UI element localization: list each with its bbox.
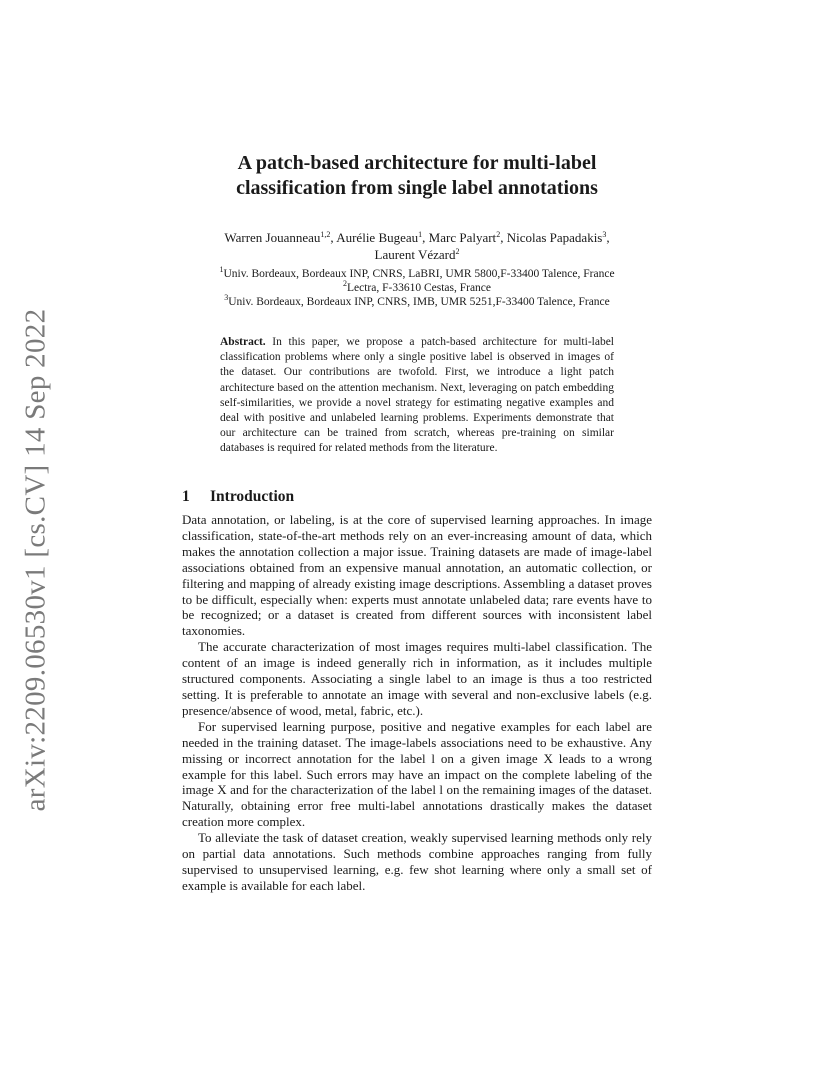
affiliation-text: Lectra, F-33610 Cestas, France	[346, 282, 492, 294]
affiliation-item	[182, 281, 652, 295]
abstract-label: Abstract.	[220, 336, 266, 348]
affiliation-mark: 2	[342, 279, 347, 288]
section-number: 1	[182, 488, 190, 505]
author-name: Warren Jouanneau	[224, 230, 321, 245]
author-separator: ,	[606, 230, 610, 245]
author-name: Laurent Vézard	[374, 247, 456, 262]
title-line-1: A patch-based architecture for multi-label	[237, 152, 597, 174]
paper-title	[182, 151, 652, 201]
author-separator: ,	[422, 230, 429, 245]
section-heading	[182, 487, 652, 507]
body-text	[182, 512, 652, 894]
author-list	[182, 229, 652, 263]
author-affil-mark: 2	[455, 247, 460, 256]
author-name: Nicolas Papadakis	[506, 230, 603, 245]
affiliation-item	[182, 295, 652, 309]
section-title: Introduction	[210, 488, 295, 505]
author-affil-mark: 1,2	[320, 230, 331, 239]
arxiv-id-text: arXiv:2209.06530v1 [cs.CV] 14 Sep 2022	[19, 308, 52, 812]
author-separator: ,	[330, 230, 337, 245]
abstract	[220, 335, 614, 457]
affiliation-text: Univ. Bordeaux, Bordeaux INP, CNRS, IMB, UMR 5251,F-33400 Talence, France	[228, 296, 610, 308]
author-name: Aurélie Bugeau	[336, 230, 419, 245]
author-affil-mark: 3	[602, 230, 607, 239]
affiliation-item	[182, 267, 652, 281]
affiliation-mark: 1	[219, 265, 224, 274]
author-name: Marc Palyart	[428, 230, 497, 245]
affiliation-mark: 3	[224, 293, 229, 302]
affiliation-text: Univ. Bordeaux, Bordeaux INP, CNRS, LaBRI, UMR 5800,F-33400 Talence, France	[223, 268, 615, 280]
abstract-text: In this paper, we propose a patch-based architecture for multi-label classification problems where only a single positive label is observed in images of the dataset. Our contributions are twofold. First, we introduce a light patch architecture based on the attention mechanism. Next, leveraging on patch embedding self-similarities, we provide a novel strategy for estimating negative examples and deal with positive and unlabeled learning problems. Experiments demonstrate that our architecture can be trained from scratch, whereas pre-training on similar databases is required for related methods from the literature.	[220, 336, 615, 455]
title-line-2: classification from single label annotations	[236, 177, 598, 199]
paragraph: The accurate characterization of most images requires multi-label classification. The content of an image is indeed generally rich in information, as it includes multiple structured components. Associating a single label to an image is thus a too restricted setting. It is preferable to annotate an image with several and non-exclusive labels (e.g. presence/absence of wood, metal, fabric, etc.).	[182, 639, 652, 718]
author-separator: ,	[500, 230, 507, 245]
paragraph: Data annotation, or labeling, is at the core of supervised learning approaches. In image classification, state-of-the-art methods rely on an ever-increasing amount of data, which makes the annotation collection a major issue. Training datasets are made of image-label associations obtained from an expensive manual annotation, an automatic collection, or filtering and mapping of already existing image descriptions. Assembling a dataset proves to be difficult, especially when: experts must annotate unlabeled data; rare events have to be recognized; or a dataset is created from different sources with inconsistent label taxonomies.	[182, 512, 652, 639]
paragraph: To alleviate the task of dataset creation, weakly supervised learning methods only rely on partial data annotations. Such methods combine approaches ranging from fully supervised to unsupervised learning, e.g. few shot learning where only a small set of example is available for each label.	[182, 830, 652, 893]
paragraph: For supervised learning purpose, positive and negative examples for each label are needed in the training dataset. The image-labels associations need to be exhaustive. Any missing or incorrect annotation for the label l on a given image X leads to a wrong example for this label. Such errors may have an impact on the complete labeling of the image X and for the characterization of the label l on the remaining images of the dataset. Naturally, obtaining error free multi-label annotations drastically makes the dataset creation more complex.	[182, 718, 652, 830]
author-affil-mark: 1	[418, 230, 423, 239]
author-affil-mark: 2	[496, 230, 501, 239]
affiliation-list	[182, 267, 652, 309]
